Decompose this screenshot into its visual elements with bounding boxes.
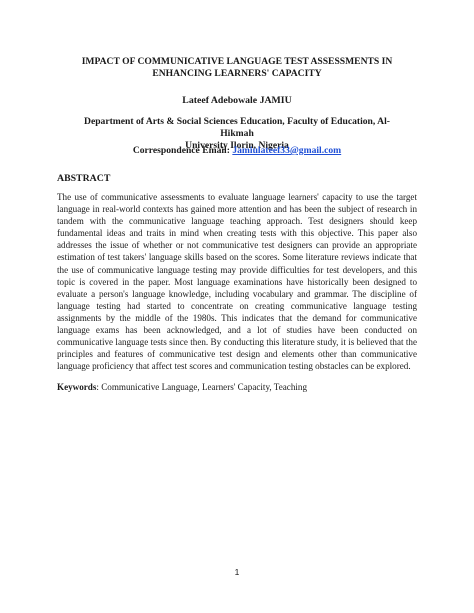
page-number: 1 [234, 567, 240, 577]
correspondence-label: Correspondence Email: [132, 145, 230, 156]
correspondence [0, 145, 474, 157]
title-line-2: ENHANCING LEARNERS' CAPACITY [152, 68, 322, 79]
abstract-heading: ABSTRACT [57, 173, 111, 184]
keywords [57, 381, 417, 393]
title-line-1: IMPACT OF COMMUNICATIVE LANGUAGE TEST ASSESSMENTS IN [81, 56, 393, 67]
keywords-text: : Communicative Language, Learners' Capacity, Teaching [96, 382, 307, 392]
keywords-label: Keywords [57, 382, 97, 392]
correspondence-email-link[interactable]: Jamiulateef33@gmail.com [232, 145, 342, 156]
abstract-body: The use of communicative assessments to evaluate language learners' capacity to use the target language in real-world contexts has gained more attention and has been the subject of research in tandem with the communicative language teaching approach. Test designers should keep fundamental ideas and traits in mind when creating tests with this objective. This paper also addresses the issue of whether or not communicative test designers can provide an appropriate estimation of test takers' language skills based on the scores. Some literature reviews indicate that the use of communicative language testing may provide difficulties for test developers, and this topic is covered in the paper. Most language examinations have historically been designed to evaluate a person's language knowledge, including vocabulary and grammar. The discipline of language testing had started to concentrate on creating communicative language testing assignments by the middle of the 1980s. This indicates that the demand for communicative language exams has been acknowledged, and a lot of studies have been conducted on communicative language tests since then. By conducting this literature study, it is believed that the principles and features of communicative test design and elements other than communicative language proficiency that affect test scores and communication testing obstacles can be explored. [57, 192, 417, 372]
affiliation-line-1: Department of Arts & Social Sciences Education, Faculty of Education, Al-Hikmah [84, 116, 390, 139]
author-name: Lateef Adebowale JAMIU [182, 95, 292, 106]
paper-title [60, 56, 414, 80]
affiliation-line-2: University Ilorin, Nigeria [185, 140, 289, 151]
